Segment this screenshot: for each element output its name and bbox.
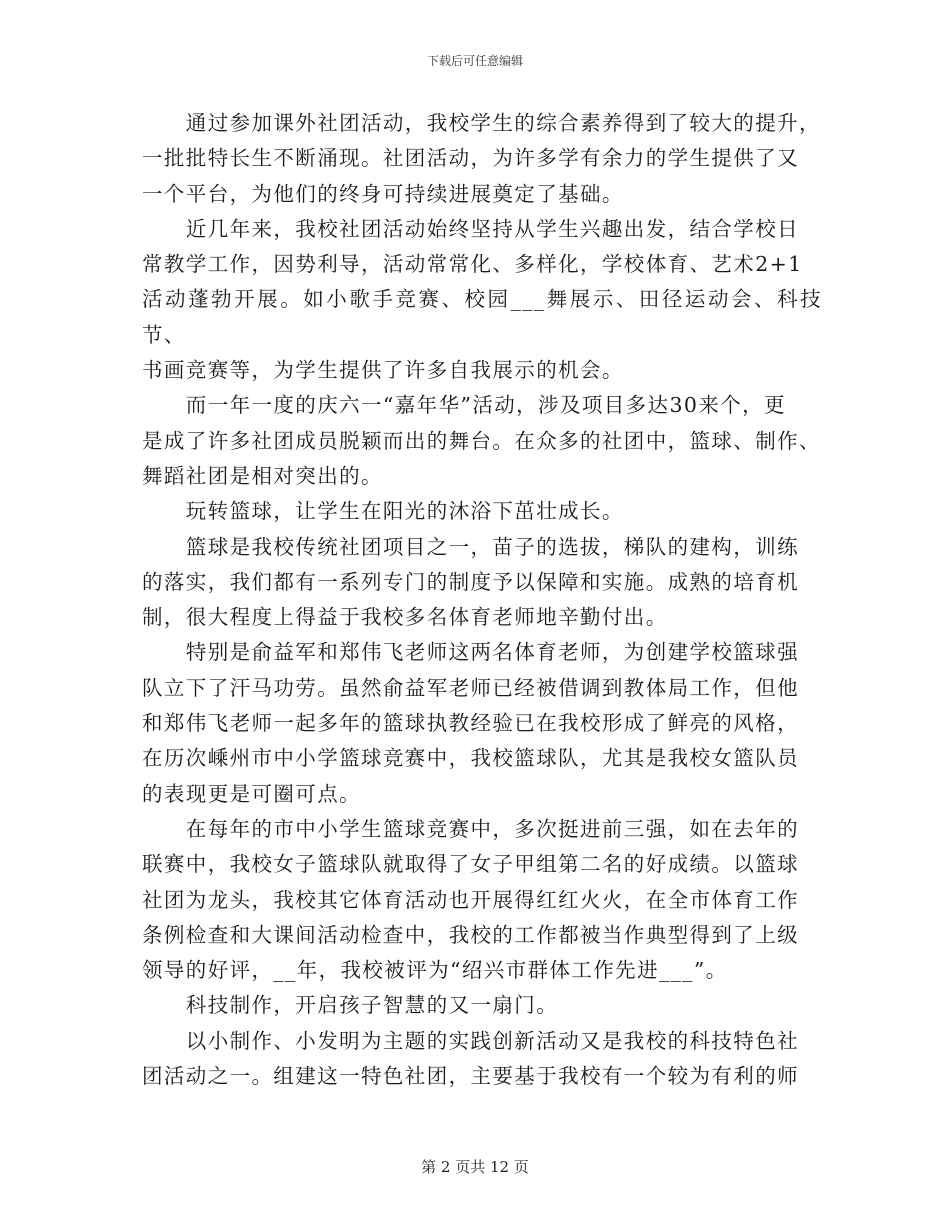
page-footer: 第 2 页共 12 页 — [421, 1158, 529, 1176]
document-body — [142, 106, 822, 1094]
paragraph-1: 通过参加课外社团活动，我校学生的综合素养得到了较大的提升， 一批批特长生不断涌现。社团活动，为许多学有余力的学生提供了又 一个平台，为他们的终身可持续进展奠定了基础。 — [142, 111, 821, 206]
paragraph-6: 特别是俞益军和郑伟飞老师这两名体育老师，为创建学校篮球强 队立下了汗马功劳。虽然俞益军老师已经被借调到教体局工作，但他 和郑伟飞老师一起多年的篮球执教经验已在我校形成了鲜亮的风格， 在历次嵊州市中小学篮球竞赛中，我校篮球队，尤其是我校女篮队员 的表现更是可圈可点。 — [142, 640, 799, 806]
paragraph-3: 而一年一度的庆六一“嘉年华”活动，涉及项目多达30来个，更 是成了许多社团成员脱颖而出的舞台。在众多的社团中，篮球、制作、 舞蹈社团是相对突出的。 — [142, 393, 821, 488]
page-header: 下载后可任意编辑 — [426, 54, 523, 68]
paragraph-7: 在每年的市中小学生篮球竞赛中，多次挺进前三强，如在去年的 联赛中，我校女子篮球队就取得了女子甲组第二名的好成绩。以篮球 社团为龙头，我校其它体育活动也开展得红红火火，在全市体育工作 条例检查和大课间活动检查中，我校的工作都被当作典型得到了上级 领导的好评，__年，我校被评为“绍兴市群体工作先进___”。 — [142, 816, 799, 983]
paragraph-2: 近几年来，我校社团活动始终坚持从学生兴趣出发，结合学校日 常教学工作，因势利导，活动常常化、多样化，学校体育、艺术2+1 活动蓬勃开展。如小歌手竞赛、校园___舞展示、田径运动会、科技节、 书画竞赛等，为学生提供了许多自我展示的机会。 — [142, 216, 822, 383]
paragraph-5: 篮球是我校传统社团项目之一，苗子的选拔，梯队的建构，训练 的落实，我们都有一系列专门的制度予以保障和实施。成熟的培育机 制，很大程度上得益于我校多名体育老师地辛勤付出。 — [142, 534, 799, 630]
paragraph-4: 玩转篮球，让学生在阳光的沐浴下茁壮成长。 — [142, 499, 624, 524]
paragraph-8: 科技制作，开启孩子智慧的又一扇门。 — [142, 993, 559, 1018]
paragraph-9: 以小制作、小发明为主题的实践创新活动又是我校的科技特色社 团活动之一。组建这一特色社团，主要基于我校有一个较为有利的师 — [142, 1028, 799, 1089]
